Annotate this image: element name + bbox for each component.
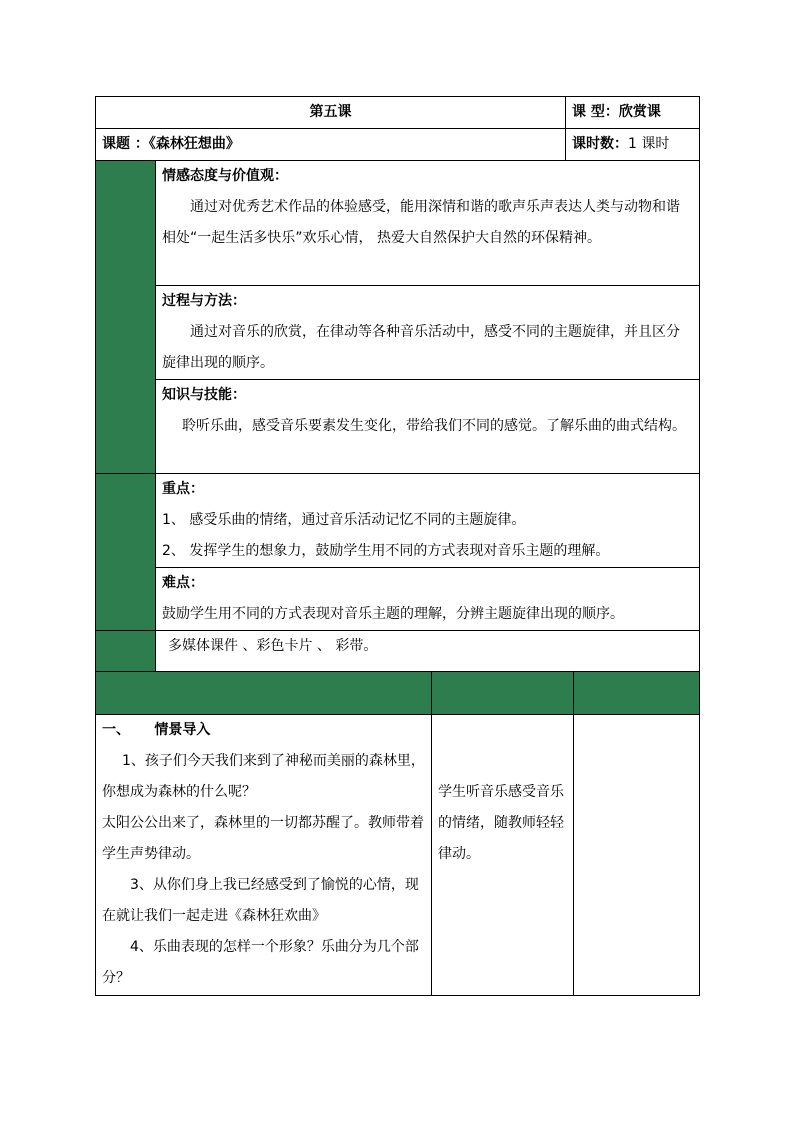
materials-row [96, 631, 700, 672]
topic-row [96, 129, 700, 161]
process-text: 通过对音乐的欣赏，在律动等各种音乐活动中，感受不同的主题旋律，并且区分旋律出现的顺序。 [162, 324, 680, 371]
process-line: 1、孩子们今天我们来到了神秘而美丽的森林里，你想成为森林的什么呢？ [102, 753, 425, 800]
emotion-row [96, 161, 700, 286]
key-row [96, 474, 700, 568]
knowledge-heading: 知识与技能： [162, 387, 246, 403]
section-heading: 一、 情景导入 [102, 722, 211, 738]
hours-label: 课时数： [572, 136, 628, 152]
difficulty-row [96, 568, 700, 631]
knowledge-cell [156, 380, 700, 474]
difficulty-cell [156, 568, 700, 631]
knowledge-row [96, 380, 700, 474]
difficulty-heading: 难点： [162, 575, 204, 591]
topic-label: 课题 ： [102, 136, 149, 152]
process-line: 太阳公公出来了，森林里的一切都苏醒了。教师带着学生声势律动。 [102, 815, 424, 862]
process-objective-row [96, 286, 700, 380]
lesson-title: 第五课 [96, 97, 566, 129]
notes-cell [574, 715, 700, 996]
key-item: 2、 发挥学生的想象力，鼓励学生用不同的方式表现对音乐主题的理解。 [162, 543, 610, 559]
key-cell [156, 474, 700, 568]
materials-text: 多媒体课件 、彩色卡片 、 彩带。 [168, 638, 378, 654]
process-line: 4、乐曲表现的怎样一个形象？乐曲分为几个部分？ [102, 939, 419, 986]
process-heading: 过程与方法： [162, 293, 246, 309]
title-row [96, 97, 700, 129]
keypoints-label-cell [96, 474, 156, 631]
hours-value: 1 课时 [628, 136, 670, 152]
process-header-notes [574, 672, 700, 715]
process-header-student [432, 672, 574, 715]
teacher-activity-cell [96, 715, 432, 996]
materials-cell [156, 631, 700, 672]
lesson-plan-page [95, 96, 699, 996]
emotion-cell [156, 161, 700, 286]
lesson-type-cell [566, 97, 700, 129]
key-item: 1、 感受乐曲的情绪，通过音乐活动记忆不同的主题旋律。 [162, 512, 526, 528]
emotion-heading: 情感态度与价值观： [162, 168, 288, 184]
emotion-text: 通过对优秀艺术作品的体验感受，能用深情和谐的歌声乐声表达人类与动物和谐相处“一起生活多快乐”欢乐心情， 热爱大自然保护大自然的环保精神。 [162, 199, 680, 246]
process-line: 3、从你们身上我已经感受到了愉悦的心情，现在就让我们一起走进《森林狂欢曲》 [102, 877, 419, 924]
objectives-label-cell [96, 161, 156, 474]
process-header-teacher [96, 672, 432, 715]
topic-cell [96, 129, 566, 161]
process-table [95, 672, 700, 996]
lesson-plan-table [95, 96, 700, 672]
lesson-type-label: 课 型： [572, 104, 619, 120]
student-activity-cell [432, 715, 574, 996]
process-content-row [96, 715, 700, 996]
hours-cell [566, 129, 700, 161]
process-header-row [96, 672, 700, 715]
process-objective-cell [156, 286, 700, 380]
materials-label-cell [96, 631, 156, 672]
topic-value: 《森林狂想曲》 [148, 136, 240, 152]
knowledge-text: 聆听乐曲，感受音乐要素发生变化，带给我们不同的感觉。了解乐曲的曲式结构。 [182, 418, 686, 434]
student-activity-text: 学生听音乐感受音乐的情绪，随教师轻轻律动。 [438, 784, 564, 862]
difficulty-text: 鼓励学生用不同的方式表现对音乐主题的理解，分辨主题旋律出现的顺序。 [162, 606, 624, 622]
lesson-type-value: 欣赏课 [618, 104, 661, 120]
key-heading: 重点： [162, 481, 204, 497]
